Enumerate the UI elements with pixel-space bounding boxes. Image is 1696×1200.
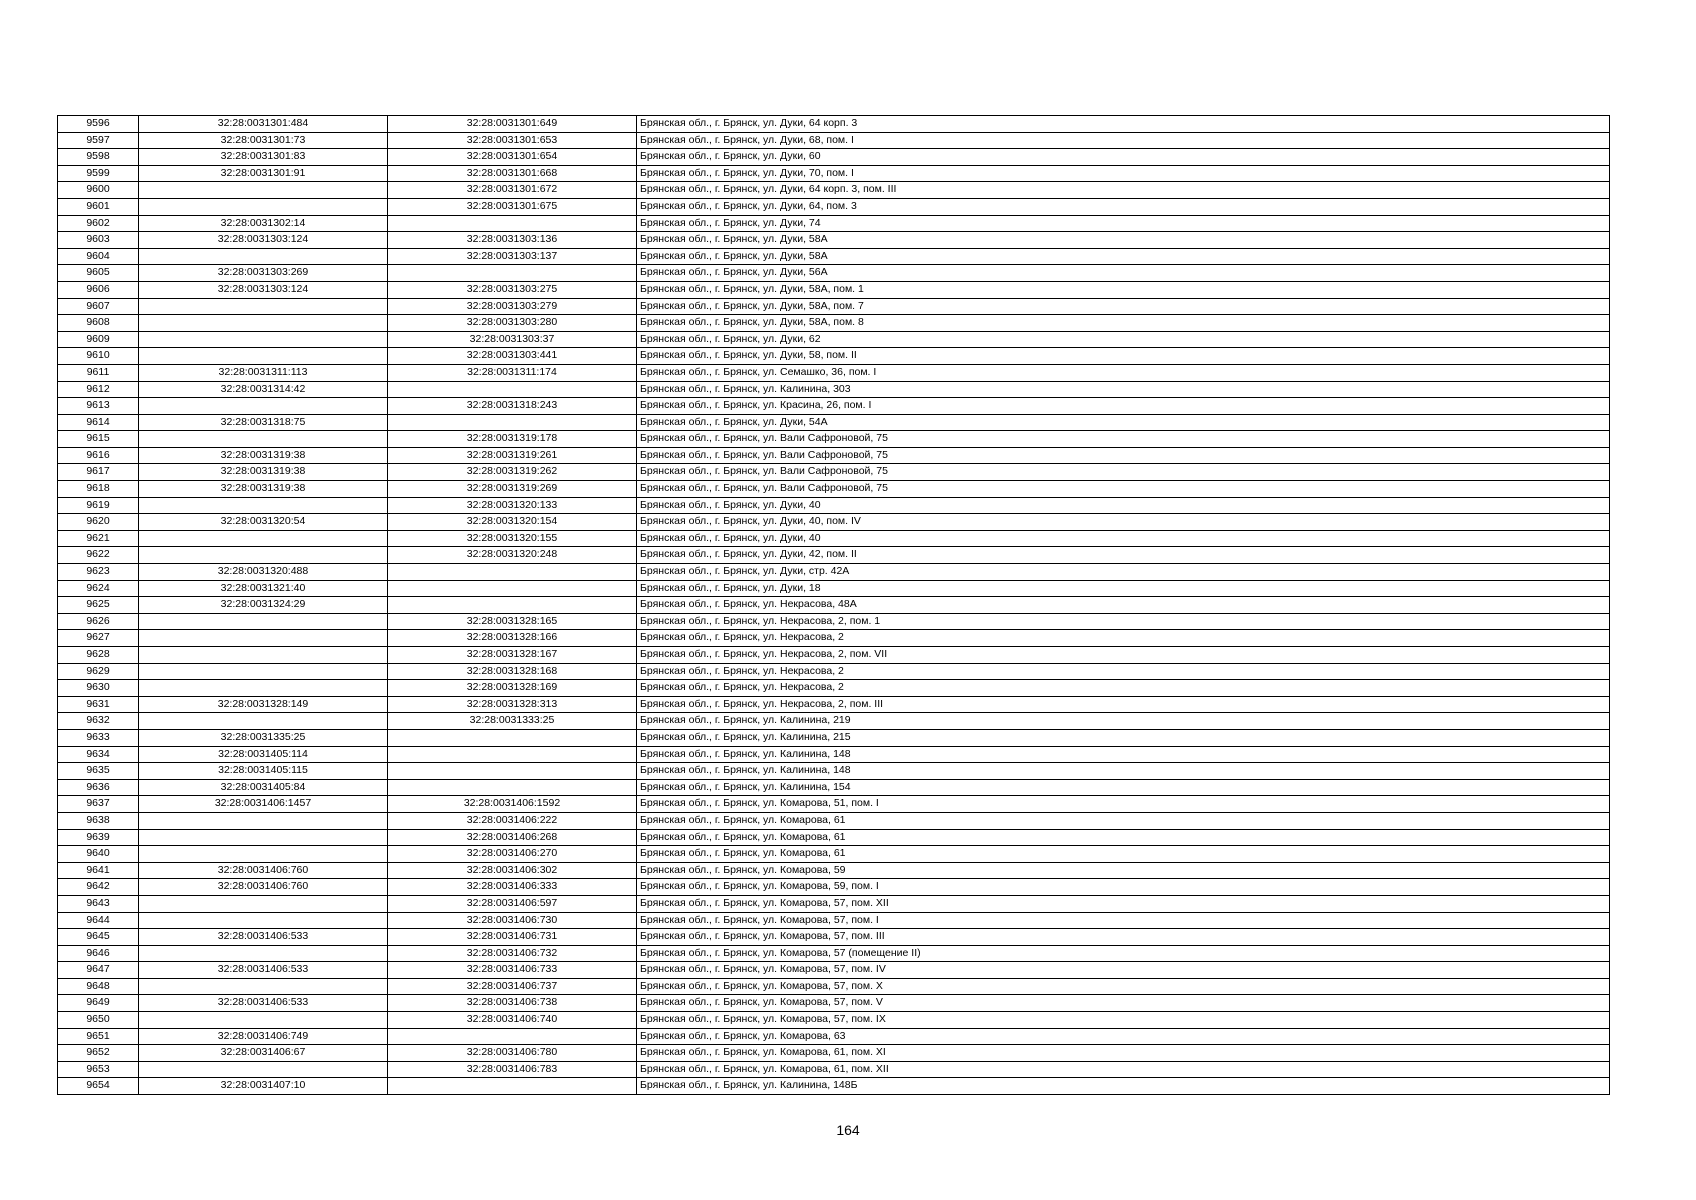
cadastral-number-cell: 32:28:0031319:38 xyxy=(139,447,388,464)
cadastral-number-cell: 32:28:0031407:10 xyxy=(139,1078,388,1095)
premises-cadastral-number-cell: 32:28:0031406:597 xyxy=(388,895,637,912)
address-cell: Брянская обл., г. Брянск, ул. Комарова, 57, пом. IX xyxy=(637,1012,1610,1029)
address-cell: Брянская обл., г. Брянск, ул. Комарова, 59, пом. I xyxy=(637,879,1610,896)
row-number-cell: 9647 xyxy=(58,962,139,979)
cadastral-number-cell xyxy=(139,547,388,564)
row-number-cell: 9610 xyxy=(58,348,139,365)
table-row xyxy=(58,580,1610,597)
row-number-cell: 9629 xyxy=(58,663,139,680)
row-number-cell: 9643 xyxy=(58,895,139,912)
address-cell: Брянская обл., г. Брянск, ул. Дуки, 70, пом. I xyxy=(637,165,1610,182)
address-cell: Брянская обл., г. Брянск, ул. Калинина, 219 xyxy=(637,713,1610,730)
premises-cadastral-number-cell: 32:28:0031406:1592 xyxy=(388,796,637,813)
premises-cadastral-number-cell: 32:28:0031328:313 xyxy=(388,696,637,713)
address-cell: Брянская обл., г. Брянск, ул. Калинина, 303 xyxy=(637,381,1610,398)
address-cell: Брянская обл., г. Брянск, ул. Некрасова, 48А xyxy=(637,597,1610,614)
row-number-cell: 9630 xyxy=(58,680,139,697)
address-cell: Брянская обл., г. Брянск, ул. Комарова, 57, пом. IV xyxy=(637,962,1610,979)
row-number-cell: 9616 xyxy=(58,447,139,464)
table-row xyxy=(58,315,1610,332)
premises-cadastral-number-cell: 32:28:0031318:243 xyxy=(388,398,637,415)
row-number-cell: 9632 xyxy=(58,713,139,730)
cadastral-number-cell: 32:28:0031405:115 xyxy=(139,763,388,780)
premises-cadastral-number-cell: 32:28:0031328:169 xyxy=(388,680,637,697)
cadastral-number-cell xyxy=(139,663,388,680)
premises-cadastral-number-cell xyxy=(388,414,637,431)
row-number-cell: 9601 xyxy=(58,198,139,215)
table-row xyxy=(58,1061,1610,1078)
premises-cadastral-number-cell: 32:28:0031320:248 xyxy=(388,547,637,564)
address-cell: Брянская обл., г. Брянск, ул. Комарова, 61 xyxy=(637,829,1610,846)
address-cell: Брянская обл., г. Брянск, ул. Комарова, 57, пом. V xyxy=(637,995,1610,1012)
table-row xyxy=(58,1012,1610,1029)
premises-cadastral-number-cell xyxy=(388,564,637,581)
address-cell: Брянская обл., г. Брянск, ул. Дуки, 62 xyxy=(637,331,1610,348)
row-number-cell: 9628 xyxy=(58,647,139,664)
cadastral-number-cell: 32:28:0031301:91 xyxy=(139,165,388,182)
table-row xyxy=(58,663,1610,680)
address-cell: Брянская обл., г. Брянск, ул. Некрасова, 2 xyxy=(637,630,1610,647)
cadastral-number-cell: 32:28:0031314:42 xyxy=(139,381,388,398)
property-table xyxy=(57,115,1610,1095)
address-cell: Брянская обл., г. Брянск, ул. Дуки, 58А, пом. 7 xyxy=(637,298,1610,315)
table-row xyxy=(58,763,1610,780)
cadastral-number-cell xyxy=(139,713,388,730)
premises-cadastral-number-cell: 32:28:0031328:168 xyxy=(388,663,637,680)
row-number-cell: 9620 xyxy=(58,514,139,531)
premises-cadastral-number-cell: 32:28:0031311:174 xyxy=(388,364,637,381)
cadastral-number-cell xyxy=(139,298,388,315)
row-number-cell: 9641 xyxy=(58,862,139,879)
table-row xyxy=(58,481,1610,498)
address-cell: Брянская обл., г. Брянск, ул. Калинина, 148 xyxy=(637,746,1610,763)
cadastral-number-cell xyxy=(139,348,388,365)
premises-cadastral-number-cell xyxy=(388,381,637,398)
table-row xyxy=(58,464,1610,481)
premises-cadastral-number-cell: 32:28:0031320:133 xyxy=(388,497,637,514)
address-cell: Брянская обл., г. Брянск, ул. Комарова, 61, пом. XI xyxy=(637,1045,1610,1062)
address-cell: Брянская обл., г. Брянск, ул. Вали Сафроновой, 75 xyxy=(637,447,1610,464)
cadastral-number-cell xyxy=(139,812,388,829)
row-number-cell: 9650 xyxy=(58,1012,139,1029)
cadastral-number-cell: 32:28:0031303:124 xyxy=(139,281,388,298)
address-cell: Брянская обл., г. Брянск, ул. Семашко, 36, пом. I xyxy=(637,364,1610,381)
table-row xyxy=(58,829,1610,846)
address-cell: Брянская обл., г. Брянск, ул. Дуки, 40, пом. IV xyxy=(637,514,1610,531)
cadastral-number-cell: 32:28:0031406:760 xyxy=(139,862,388,879)
premises-cadastral-number-cell: 32:28:0031301:654 xyxy=(388,149,637,166)
row-number-cell: 9631 xyxy=(58,696,139,713)
address-cell: Брянская обл., г. Брянск, ул. Дуки, стр. 42А xyxy=(637,564,1610,581)
table-row xyxy=(58,265,1610,282)
address-cell: Брянская обл., г. Брянск, ул. Калинина, 215 xyxy=(637,729,1610,746)
cadastral-number-cell: 32:28:0031319:38 xyxy=(139,464,388,481)
premises-cadastral-number-cell: 32:28:0031406:732 xyxy=(388,945,637,962)
address-cell: Брянская обл., г. Брянск, ул. Дуки, 58А, пом. 8 xyxy=(637,315,1610,332)
premises-cadastral-number-cell: 32:28:0031406:783 xyxy=(388,1061,637,1078)
address-cell: Брянская обл., г. Брянск, ул. Калинина, 148Б xyxy=(637,1078,1610,1095)
premises-cadastral-number-cell: 32:28:0031333:25 xyxy=(388,713,637,730)
row-number-cell: 9599 xyxy=(58,165,139,182)
row-number-cell: 9619 xyxy=(58,497,139,514)
table-row xyxy=(58,746,1610,763)
premises-cadastral-number-cell: 32:28:0031301:653 xyxy=(388,132,637,149)
row-number-cell: 9598 xyxy=(58,149,139,166)
row-number-cell: 9637 xyxy=(58,796,139,813)
table-row xyxy=(58,564,1610,581)
cadastral-number-cell xyxy=(139,630,388,647)
premises-cadastral-number-cell: 32:28:0031301:649 xyxy=(388,116,637,133)
table-row xyxy=(58,613,1610,630)
premises-cadastral-number-cell: 32:28:0031303:280 xyxy=(388,315,637,332)
cadastral-number-cell: 32:28:0031321:40 xyxy=(139,580,388,597)
address-cell: Брянская обл., г. Брянск, ул. Дуки, 40 xyxy=(637,530,1610,547)
cadastral-number-cell xyxy=(139,198,388,215)
table-row xyxy=(58,547,1610,564)
cadastral-number-cell: 32:28:0031406:67 xyxy=(139,1045,388,1062)
row-number-cell: 9646 xyxy=(58,945,139,962)
table-row xyxy=(58,348,1610,365)
address-cell: Брянская обл., г. Брянск, ул. Дуки, 40 xyxy=(637,497,1610,514)
table-row xyxy=(58,647,1610,664)
row-number-cell: 9634 xyxy=(58,746,139,763)
cadastral-number-cell xyxy=(139,945,388,962)
row-number-cell: 9627 xyxy=(58,630,139,647)
row-number-cell: 9644 xyxy=(58,912,139,929)
table-row xyxy=(58,713,1610,730)
table-row xyxy=(58,414,1610,431)
cadastral-number-cell xyxy=(139,978,388,995)
table-row xyxy=(58,497,1610,514)
premises-cadastral-number-cell xyxy=(388,1028,637,1045)
cadastral-number-cell xyxy=(139,331,388,348)
table-row xyxy=(58,132,1610,149)
address-cell: Брянская обл., г. Брянск, ул. Комарова, 59 xyxy=(637,862,1610,879)
premises-cadastral-number-cell xyxy=(388,597,637,614)
premises-cadastral-number-cell: 32:28:0031301:675 xyxy=(388,198,637,215)
cadastral-number-cell: 32:28:0031335:25 xyxy=(139,729,388,746)
row-number-cell: 9617 xyxy=(58,464,139,481)
cadastral-number-cell xyxy=(139,912,388,929)
address-cell: Брянская обл., г. Брянск, ул. Дуки, 60 xyxy=(637,149,1610,166)
address-cell: Брянская обл., г. Брянск, ул. Комарова, 61 xyxy=(637,812,1610,829)
table-row xyxy=(58,630,1610,647)
premises-cadastral-number-cell xyxy=(388,729,637,746)
premises-cadastral-number-cell: 32:28:0031406:268 xyxy=(388,829,637,846)
address-cell: Брянская обл., г. Брянск, ул. Калинина, 148 xyxy=(637,763,1610,780)
premises-cadastral-number-cell xyxy=(388,580,637,597)
premises-cadastral-number-cell: 32:28:0031303:441 xyxy=(388,348,637,365)
row-number-cell: 9615 xyxy=(58,431,139,448)
premises-cadastral-number-cell: 32:28:0031406:737 xyxy=(388,978,637,995)
table-row xyxy=(58,779,1610,796)
cadastral-number-cell xyxy=(139,248,388,265)
table-row xyxy=(58,431,1610,448)
table-row xyxy=(58,1028,1610,1045)
table-row xyxy=(58,696,1610,713)
row-number-cell: 9635 xyxy=(58,763,139,780)
table-row xyxy=(58,298,1610,315)
row-number-cell: 9623 xyxy=(58,564,139,581)
cadastral-number-cell xyxy=(139,182,388,199)
premises-cadastral-number-cell: 32:28:0031303:136 xyxy=(388,232,637,249)
address-cell: Брянская обл., г. Брянск, ул. Комарова, 57, пом. I xyxy=(637,912,1610,929)
row-number-cell: 9622 xyxy=(58,547,139,564)
row-number-cell: 9613 xyxy=(58,398,139,415)
address-cell: Брянская обл., г. Брянск, ул. Дуки, 74 xyxy=(637,215,1610,232)
address-cell: Брянская обл., г. Брянск, ул. Дуки, 58А xyxy=(637,232,1610,249)
table-row xyxy=(58,945,1610,962)
cadastral-number-cell xyxy=(139,431,388,448)
premises-cadastral-number-cell: 32:28:0031319:269 xyxy=(388,481,637,498)
row-number-cell: 9605 xyxy=(58,265,139,282)
address-cell: Брянская обл., г. Брянск, ул. Некрасова, 2 xyxy=(637,663,1610,680)
row-number-cell: 9648 xyxy=(58,978,139,995)
address-cell: Брянская обл., г. Брянск, ул. Вали Сафроновой, 75 xyxy=(637,464,1610,481)
premises-cadastral-number-cell: 32:28:0031319:261 xyxy=(388,447,637,464)
table-row xyxy=(58,514,1610,531)
table-row xyxy=(58,862,1610,879)
address-cell: Брянская обл., г. Брянск, ул. Комарова, 57, пом. III xyxy=(637,929,1610,946)
property-table-body xyxy=(58,116,1610,1095)
address-cell: Брянская обл., г. Брянск, ул. Некрасова, 2, пом. 1 xyxy=(637,613,1610,630)
premises-cadastral-number-cell xyxy=(388,1078,637,1095)
address-cell: Брянская обл., г. Брянск, ул. Дуки, 64 корп. 3 xyxy=(637,116,1610,133)
address-cell: Брянская обл., г. Брянск, ул. Комарова, 61, пом. XII xyxy=(637,1061,1610,1078)
table-row xyxy=(58,846,1610,863)
table-row xyxy=(58,597,1610,614)
premises-cadastral-number-cell: 32:28:0031303:37 xyxy=(388,331,637,348)
cadastral-number-cell xyxy=(139,647,388,664)
table-row xyxy=(58,281,1610,298)
premises-cadastral-number-cell: 32:28:0031319:178 xyxy=(388,431,637,448)
premises-cadastral-number-cell xyxy=(388,779,637,796)
table-row xyxy=(58,978,1610,995)
cadastral-number-cell xyxy=(139,613,388,630)
cadastral-number-cell: 32:28:0031301:484 xyxy=(139,116,388,133)
cadastral-number-cell xyxy=(139,530,388,547)
premises-cadastral-number-cell: 32:28:0031406:302 xyxy=(388,862,637,879)
cadastral-number-cell: 32:28:0031303:269 xyxy=(139,265,388,282)
address-cell: Брянская обл., г. Брянск, ул. Комарова, 57 (помещение II) xyxy=(637,945,1610,962)
row-number-cell: 9626 xyxy=(58,613,139,630)
table-row xyxy=(58,381,1610,398)
cadastral-number-cell: 32:28:0031406:1457 xyxy=(139,796,388,813)
premises-cadastral-number-cell: 32:28:0031406:333 xyxy=(388,879,637,896)
address-cell: Брянская обл., г. Брянск, ул. Дуки, 54А xyxy=(637,414,1610,431)
address-cell: Брянская обл., г. Брянск, ул. Дуки, 42, пом. II xyxy=(637,547,1610,564)
premises-cadastral-number-cell: 32:28:0031328:166 xyxy=(388,630,637,647)
cadastral-number-cell: 32:28:0031318:75 xyxy=(139,414,388,431)
premises-cadastral-number-cell: 32:28:0031303:275 xyxy=(388,281,637,298)
premises-cadastral-number-cell: 32:28:0031301:672 xyxy=(388,182,637,199)
cadastral-number-cell: 32:28:0031406:760 xyxy=(139,879,388,896)
row-number-cell: 9608 xyxy=(58,315,139,332)
address-cell: Брянская обл., г. Брянск, ул. Дуки, 64, пом. 3 xyxy=(637,198,1610,215)
premises-cadastral-number-cell xyxy=(388,265,637,282)
cadastral-number-cell xyxy=(139,829,388,846)
cadastral-number-cell: 32:28:0031302:14 xyxy=(139,215,388,232)
row-number-cell: 9596 xyxy=(58,116,139,133)
row-number-cell: 9645 xyxy=(58,929,139,946)
table-row xyxy=(58,680,1610,697)
row-number-cell: 9636 xyxy=(58,779,139,796)
cadastral-number-cell: 32:28:0031406:533 xyxy=(139,995,388,1012)
address-cell: Брянская обл., г. Брянск, ул. Дуки, 58, пом. II xyxy=(637,348,1610,365)
cadastral-number-cell xyxy=(139,895,388,912)
table-row xyxy=(58,962,1610,979)
row-number-cell: 9624 xyxy=(58,580,139,597)
premises-cadastral-number-cell: 32:28:0031406:270 xyxy=(388,846,637,863)
table-row xyxy=(58,895,1610,912)
table-row xyxy=(58,165,1610,182)
table-row xyxy=(58,812,1610,829)
row-number-cell: 9633 xyxy=(58,729,139,746)
row-number-cell: 9609 xyxy=(58,331,139,348)
cadastral-number-cell: 32:28:0031406:533 xyxy=(139,962,388,979)
address-cell: Брянская обл., г. Брянск, ул. Калинина, 154 xyxy=(637,779,1610,796)
address-cell: Брянская обл., г. Брянск, ул. Дуки, 58А, пом. 1 xyxy=(637,281,1610,298)
row-number-cell: 9649 xyxy=(58,995,139,1012)
table-row xyxy=(58,796,1610,813)
premises-cadastral-number-cell: 32:28:0031319:262 xyxy=(388,464,637,481)
cadastral-number-cell: 32:28:0031405:84 xyxy=(139,779,388,796)
row-number-cell: 9611 xyxy=(58,364,139,381)
cadastral-number-cell: 32:28:0031301:73 xyxy=(139,132,388,149)
address-cell: Брянская обл., г. Брянск, ул. Комарова, 57, пом. XII xyxy=(637,895,1610,912)
cadastral-number-cell xyxy=(139,398,388,415)
premises-cadastral-number-cell: 32:28:0031303:137 xyxy=(388,248,637,265)
row-number-cell: 9652 xyxy=(58,1045,139,1062)
row-number-cell: 9621 xyxy=(58,530,139,547)
cadastral-number-cell: 32:28:0031301:83 xyxy=(139,149,388,166)
row-number-cell: 9651 xyxy=(58,1028,139,1045)
table-row xyxy=(58,929,1610,946)
cadastral-number-cell: 32:28:0031324:29 xyxy=(139,597,388,614)
row-number-cell: 9606 xyxy=(58,281,139,298)
table-row xyxy=(58,398,1610,415)
table-row xyxy=(58,995,1610,1012)
premises-cadastral-number-cell xyxy=(388,763,637,780)
row-number-cell: 9614 xyxy=(58,414,139,431)
table-row xyxy=(58,912,1610,929)
premises-cadastral-number-cell: 32:28:0031406:740 xyxy=(388,1012,637,1029)
row-number-cell: 9618 xyxy=(58,481,139,498)
table-row xyxy=(58,879,1610,896)
row-number-cell: 9640 xyxy=(58,846,139,863)
table-row xyxy=(58,331,1610,348)
address-cell: Брянская обл., г. Брянск, ул. Комарова, 51, пом. I xyxy=(637,796,1610,813)
cadastral-number-cell: 32:28:0031319:38 xyxy=(139,481,388,498)
cadastral-number-cell xyxy=(139,497,388,514)
cadastral-number-cell: 32:28:0031406:749 xyxy=(139,1028,388,1045)
cadastral-number-cell xyxy=(139,846,388,863)
cadastral-number-cell: 32:28:0031320:54 xyxy=(139,514,388,531)
address-cell: Брянская обл., г. Брянск, ул. Дуки, 64 корп. 3, пом. III xyxy=(637,182,1610,199)
address-cell: Брянская обл., г. Брянск, ул. Дуки, 68, пом. I xyxy=(637,132,1610,149)
cadastral-number-cell: 32:28:0031328:149 xyxy=(139,696,388,713)
table-row xyxy=(58,182,1610,199)
row-number-cell: 9654 xyxy=(58,1078,139,1095)
row-number-cell: 9612 xyxy=(58,381,139,398)
row-number-cell: 9639 xyxy=(58,829,139,846)
premises-cadastral-number-cell xyxy=(388,215,637,232)
row-number-cell: 9642 xyxy=(58,879,139,896)
address-cell: Брянская обл., г. Брянск, ул. Некрасова, 2 xyxy=(637,680,1610,697)
page-number: 164 xyxy=(836,1122,860,1138)
table-row xyxy=(58,530,1610,547)
premises-cadastral-number-cell: 32:28:0031406:733 xyxy=(388,962,637,979)
table-row xyxy=(58,1078,1610,1095)
address-cell: Брянская обл., г. Брянск, ул. Дуки, 58А xyxy=(637,248,1610,265)
premises-cadastral-number-cell: 32:28:0031406:730 xyxy=(388,912,637,929)
table-row xyxy=(58,729,1610,746)
cadastral-number-cell xyxy=(139,1061,388,1078)
table-row xyxy=(58,1045,1610,1062)
table-row xyxy=(58,215,1610,232)
address-cell: Брянская обл., г. Брянск, ул. Комарова, 61 xyxy=(637,846,1610,863)
premises-cadastral-number-cell: 32:28:0031406:222 xyxy=(388,812,637,829)
address-cell: Брянская обл., г. Брянск, ул. Некрасова, 2, пом. III xyxy=(637,696,1610,713)
table-row xyxy=(58,149,1610,166)
cadastral-number-cell: 32:28:0031303:124 xyxy=(139,232,388,249)
table-row xyxy=(58,364,1610,381)
table-row xyxy=(58,248,1610,265)
premises-cadastral-number-cell: 32:28:0031301:668 xyxy=(388,165,637,182)
cadastral-number-cell: 32:28:0031320:488 xyxy=(139,564,388,581)
premises-cadastral-number-cell: 32:28:0031320:154 xyxy=(388,514,637,531)
address-cell: Брянская обл., г. Брянск, ул. Дуки, 56А xyxy=(637,265,1610,282)
table-row xyxy=(58,447,1610,464)
cadastral-number-cell xyxy=(139,680,388,697)
cadastral-number-cell: 32:28:0031311:113 xyxy=(139,364,388,381)
row-number-cell: 9597 xyxy=(58,132,139,149)
cadastral-number-cell: 32:28:0031405:114 xyxy=(139,746,388,763)
cadastral-number-cell xyxy=(139,315,388,332)
row-number-cell: 9600 xyxy=(58,182,139,199)
address-cell: Брянская обл., г. Брянск, ул. Красина, 26, пом. I xyxy=(637,398,1610,415)
premises-cadastral-number-cell: 32:28:0031303:279 xyxy=(388,298,637,315)
row-number-cell: 9603 xyxy=(58,232,139,249)
table-row xyxy=(58,232,1610,249)
row-number-cell: 9604 xyxy=(58,248,139,265)
address-cell: Брянская обл., г. Брянск, ул. Дуки, 18 xyxy=(637,580,1610,597)
address-cell: Брянская обл., г. Брянск, ул. Вали Сафроновой, 75 xyxy=(637,481,1610,498)
address-cell: Брянская обл., г. Брянск, ул. Комарова, 57, пом. X xyxy=(637,978,1610,995)
table-row xyxy=(58,116,1610,133)
premises-cadastral-number-cell: 32:28:0031328:167 xyxy=(388,647,637,664)
row-number-cell: 9638 xyxy=(58,812,139,829)
premises-cadastral-number-cell: 32:28:0031406:731 xyxy=(388,929,637,946)
premises-cadastral-number-cell: 32:28:0031406:738 xyxy=(388,995,637,1012)
premises-cadastral-number-cell: 32:28:0031406:780 xyxy=(388,1045,637,1062)
premises-cadastral-number-cell: 32:28:0031328:165 xyxy=(388,613,637,630)
row-number-cell: 9607 xyxy=(58,298,139,315)
premises-cadastral-number-cell xyxy=(388,746,637,763)
address-cell: Брянская обл., г. Брянск, ул. Вали Сафроновой, 75 xyxy=(637,431,1610,448)
table-row xyxy=(58,198,1610,215)
address-cell: Брянская обл., г. Брянск, ул. Комарова, 63 xyxy=(637,1028,1610,1045)
row-number-cell: 9653 xyxy=(58,1061,139,1078)
cadastral-number-cell: 32:28:0031406:533 xyxy=(139,929,388,946)
row-number-cell: 9625 xyxy=(58,597,139,614)
address-cell: Брянская обл., г. Брянск, ул. Некрасова, 2, пом. VII xyxy=(637,647,1610,664)
row-number-cell: 9602 xyxy=(58,215,139,232)
cadastral-number-cell xyxy=(139,1012,388,1029)
premises-cadastral-number-cell: 32:28:0031320:155 xyxy=(388,530,637,547)
